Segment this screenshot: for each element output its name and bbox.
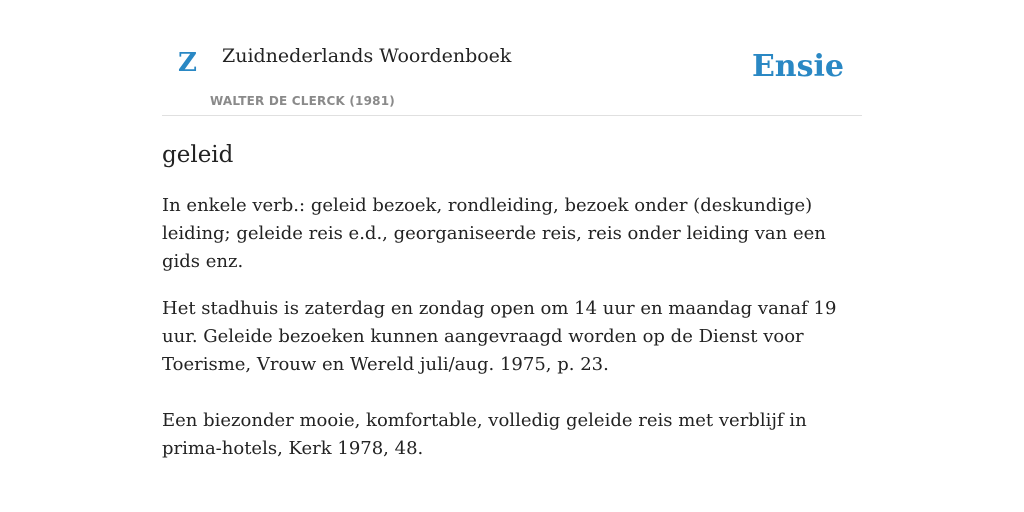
entry-example: Een biezonder mooie, komfortable, volledig geleide reis met verblijf in prima-hotels, Kerk 1978, 48. xyxy=(162,409,807,459)
content-container xyxy=(162,0,862,463)
dictionary-author: WALTER DE CLERCK (1981) xyxy=(210,94,395,108)
dictionary-logo-letter[interactable]: Z xyxy=(178,48,197,78)
entry-example: Het stadhuis is zaterdag en zondag open om 14 uur en maandag vanaf 19 uur. Geleide bezoeken kunnen aangevraagd worden op de Dienst voor Toerisme, Vrouw en Wereld juli/aug. 1975, p. 23. xyxy=(162,297,837,375)
entry-definition: In enkele verb.: geleid bezoek, rondleiding, bezoek onder (deskundige) leiding; geleide reis e.d., georganiseerde reis, reis onder leiding van een gids enz. xyxy=(162,194,826,272)
dictionary-title[interactable]: Zuidnederlands Woordenboek xyxy=(222,45,512,67)
entry-headword: geleid xyxy=(162,142,234,168)
dictionary-header xyxy=(162,0,862,116)
ensie-logo[interactable]: Ensie xyxy=(751,49,844,84)
